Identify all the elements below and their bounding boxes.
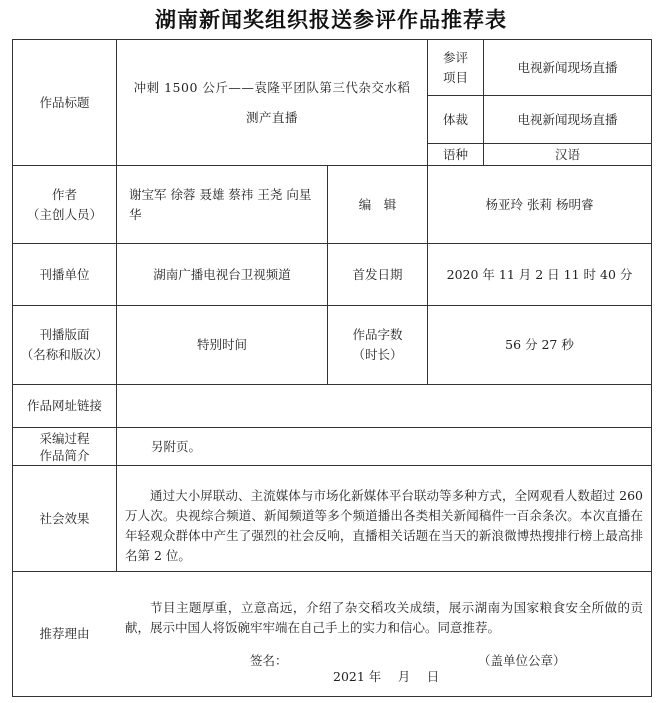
language-label: 语种 (442, 146, 468, 162)
reason-label: 推荐理由 (39, 626, 90, 641)
language-value: 汉语 (554, 146, 580, 162)
editor-label: 编 辑 (358, 196, 397, 212)
work-title-value: 冲刺 1500 公斤——袁隆平团队第三代杂交水稻测产直播 (133, 79, 411, 125)
author-label: 作者 （主创人员） (26, 186, 102, 222)
genre-value: 电视新闻现场直播 (517, 111, 618, 127)
category-value: 电视新闻现场直播 (517, 59, 618, 75)
url-value[interactable] (117, 385, 651, 427)
sign-date: 2021 年 月 日 (333, 669, 440, 684)
process-label: 采编过程 作品简介 (39, 430, 90, 463)
effect-value: 通过大小屏联动、主流媒体与市场化新媒体平台联动等多种方式，全网观看人数超过 260 万人次。央视综合频道、新闻频道等多个频道播出各类相关新闻稿件一百余条次。本次直播在年轻观众群体中产生了强烈的社会反响，直播相关话题在当天的新浪微博热搜排行榜上最高排名第 2 位。 (125, 488, 643, 563)
editor-value: 杨亚玲 张莉 杨明睿 (485, 196, 594, 212)
first-release-value: 2020 年 11 月 2 日 11 时 40 分 (446, 266, 633, 282)
url-label: 作品网址链接 (26, 398, 102, 413)
work-title-label: 作品标题 (39, 94, 90, 110)
process-value: 另附页。 (151, 438, 202, 454)
length-value: 56 分 27 秒 (505, 337, 574, 352)
form-title: 湖南新闻奖组织报送参评作品推荐表 (155, 8, 507, 32)
broadcast-section-label: 刊播版面 （名称和版次） (20, 327, 109, 362)
author-value: 谢宝军 徐蓉 聂雄 蔡祎 王尧 向星华 (129, 186, 312, 222)
broadcast-section-value: 特别时间 (196, 337, 247, 352)
reason-value: 节目主题厚重，立意高远，介绍了杂交稻攻关成绩，展示湖南为国家粮食安全所做的贡献，展示中国人将饭碗牢牢端在自己手上的实力和信心。同意推荐。 (125, 600, 643, 635)
sign-label: 签名： (250, 653, 288, 668)
seal-label: （盖单位公章） (478, 653, 566, 668)
length-label: 作品字数 （时长） (352, 327, 403, 362)
effect-label: 社会效果 (39, 510, 90, 526)
publisher-label: 刊播单位 (39, 266, 90, 282)
first-release-label: 首发日期 (352, 266, 403, 282)
table-border (12, 696, 652, 697)
genre-label: 体裁 (442, 111, 468, 127)
table-border (651, 39, 652, 697)
category-label: 参评 项目 (442, 49, 468, 85)
publisher-value: 湖南广播电视台卫视频道 (153, 266, 291, 282)
